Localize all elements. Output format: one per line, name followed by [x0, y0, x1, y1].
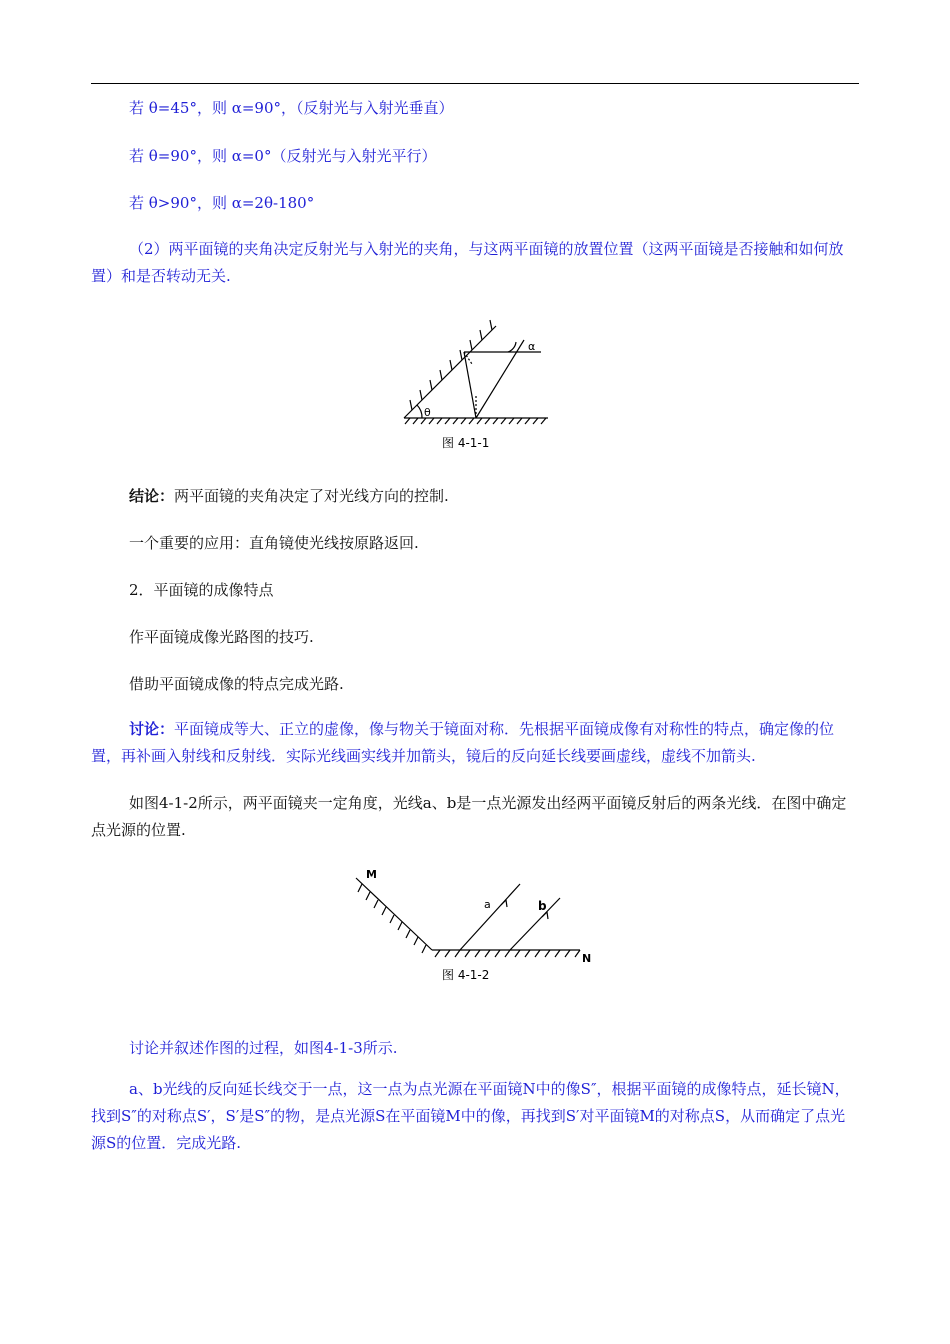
mirror-N-hatching	[435, 950, 580, 957]
ray-segment	[464, 352, 476, 418]
discussion-text: 平面镜成等大、正立的虚像，像与物关于镜面对称．先根据平面镜成像有对称性的特点，确定像的位置，再补画入射线和反射线．实际光线画实线并加箭头，镜后的反向延长线要画虚线，虚线不加箭头.	[91, 720, 835, 765]
figure-4-1-1-caption: 图 4-1-1	[442, 436, 490, 450]
tip-line-1: 作平面镜成像光路图的技巧.	[129, 628, 314, 646]
label-b: b	[538, 899, 547, 913]
tip-line-2: 借助平面镜成像的特点完成光路.	[129, 675, 344, 693]
condition-theta-gt-90: 若 θ>90°，则 α=2θ-180°	[129, 194, 315, 212]
figure-4-1-1	[396, 312, 556, 457]
label-a: a	[484, 898, 491, 911]
mirror-angle-paragraph: （2）两平面镜的夹角决定反射光与入射光的夹角，与这两平面镜的放置位置（这两平面镜是否接触和如何放置）和是否转动无关.	[91, 240, 844, 285]
solution-paragraph: a、b光线的反向延长线交于一点，这一点为点光源在平面镜N中的像S″，根据平面镜的成像特点，延长镜N，找到S″的对称点S′，S′是S″的物，是点光源S在平面镜M中的像，再找到S′对平面镜M的对称点S，从而确定了点光源S的位置．完成光路.	[91, 1080, 850, 1152]
label-M: M	[366, 868, 377, 881]
conclusion-label: 结论：	[129, 487, 175, 505]
theta-label: θ	[424, 406, 431, 419]
condition-theta-45: 若 θ=45°，则 α=90°，（反射光与入射光垂直）	[129, 99, 454, 117]
alpha-arc	[508, 342, 516, 352]
label-N: N	[582, 952, 592, 965]
conclusion-line	[129, 486, 449, 506]
mirror-M	[356, 878, 432, 950]
discussion-label: 讨论：	[129, 720, 175, 738]
application-line: 一个重要的应用：直角镜使光线按原路返回.	[129, 534, 419, 552]
figure-4-1-2-caption: 图 4-1-2	[442, 968, 490, 982]
header-rule	[91, 83, 859, 84]
figure-4-1-2	[348, 864, 598, 988]
ray-b	[510, 898, 560, 950]
conclusion-text: 两平面镜的夹角决定了对光线方向的控制.	[174, 487, 449, 505]
mirror-M-hatching	[358, 884, 426, 953]
discussion-paragraph	[91, 716, 859, 770]
alpha-label: α	[528, 340, 536, 353]
condition-theta-90: 若 θ=90°，则 α=0°（反射光与入射光平行）	[129, 147, 437, 165]
section-2-heading: 2．平面镜的成像特点	[129, 581, 274, 599]
example-paragraph: 如图4-1-2所示，两平面镜夹一定角度，光线a、b是一点光源发出经两平面镜反射后的两条光线．在图中确定点光源的位置.	[91, 794, 847, 839]
discuss-process-line: 讨论并叙述作图的过程，如图4-1-3所示.	[129, 1039, 398, 1057]
inclined-mirror-hatching	[410, 320, 492, 410]
ray-a	[460, 884, 520, 950]
theta-arc	[417, 405, 422, 418]
